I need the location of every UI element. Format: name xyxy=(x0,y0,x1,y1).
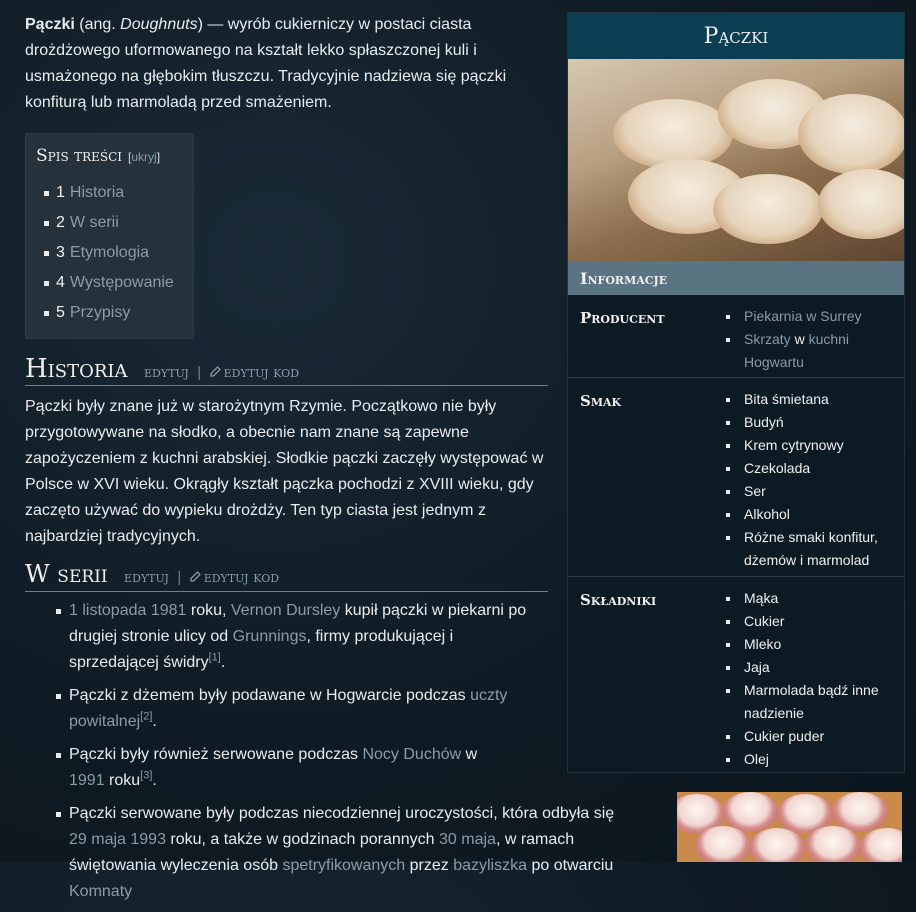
infobox-value: Mąka xyxy=(724,587,899,610)
kitchen-link[interactable]: kuchni Hogwartu xyxy=(744,331,850,370)
infobox-value: Czekolada xyxy=(724,457,899,480)
donuts-thumbnail-image[interactable] xyxy=(677,792,902,862)
edit-link-historia[interactable]: edytuj xyxy=(144,363,189,381)
toc-item-historia[interactable] xyxy=(56,178,174,208)
intro-bold-title: Pączki xyxy=(25,16,75,33)
donut-shape xyxy=(749,828,805,862)
infobox-label: Składniki xyxy=(580,591,657,609)
toc-item-link[interactable]: W serii xyxy=(69,214,119,231)
heading-w-serii xyxy=(25,560,548,592)
infobox-section-header: Informacje xyxy=(568,261,904,295)
infobox-value: Jaja xyxy=(724,656,899,679)
toc-item-link[interactable]: Historia xyxy=(69,184,125,201)
infobox-value: Olej xyxy=(724,748,899,771)
donut-shape xyxy=(713,174,823,244)
list-text: roku, a także w godzinach porannych xyxy=(165,831,440,848)
list-text: , w ramach świętowania wyleczenia osób xyxy=(69,831,575,874)
toc-item-number: 1 xyxy=(56,184,65,201)
infobox-values xyxy=(724,587,899,771)
edit-separator: | xyxy=(177,569,182,586)
toc-hide-bracket-close: ] xyxy=(156,150,161,164)
donut-shape xyxy=(818,169,904,239)
infobox-value-text: w xyxy=(790,331,809,347)
character-link[interactable]: Vernon Dursley xyxy=(230,602,341,619)
toc-item-przypisy[interactable] xyxy=(56,298,174,328)
edit-separator: | xyxy=(197,364,202,381)
infobox-value: Mleko xyxy=(724,633,899,656)
edit-link-w-serii[interactable]: edytuj xyxy=(124,568,169,586)
reference-link[interactable]: [1] xyxy=(208,651,221,664)
infobox-value: Budyń xyxy=(724,411,899,434)
intro-text: ) — wyrób cukierniczy w postaci ciasta drożdżowego uformowanego na kształt lekko spłaszczonej kuli i usmażonego na głębokim tłuszczu. Tradycyjnie nadziewa się pączki konfiturą lub marmoladą przed smażeniem. xyxy=(25,16,507,111)
list-item xyxy=(69,801,624,905)
list-text: Pączki serwowane były podczas niecodziennej uroczystości, która odbyła się xyxy=(69,805,615,822)
pencil-icon xyxy=(210,364,221,375)
toc-item-link[interactable]: Występowanie xyxy=(69,274,174,291)
intro-paragraph xyxy=(25,12,555,116)
reference-link[interactable]: [3] xyxy=(140,769,153,782)
list-text: w xyxy=(461,746,478,763)
list-item xyxy=(69,742,514,794)
donut-shape xyxy=(859,828,902,862)
list-text: . xyxy=(220,654,226,671)
infobox-value: Marmolada bądź inne nadzienie xyxy=(724,679,899,725)
toc-item-etymologia[interactable] xyxy=(56,238,174,268)
toc-title xyxy=(36,146,160,166)
donut-shape xyxy=(798,94,904,174)
donut-shape xyxy=(613,99,733,169)
infobox-value: Różne smaki konfitur, dżemów i marmolad xyxy=(724,526,899,572)
chamber-link[interactable]: Komnaty xyxy=(69,883,133,900)
infobox-value xyxy=(724,328,899,374)
list-text: roku xyxy=(104,772,141,789)
toc-item-number: 2 xyxy=(56,214,65,231)
pencil-icon xyxy=(190,569,201,580)
infobox-value: Cukier puder xyxy=(724,725,899,748)
list-text: po otwarciu xyxy=(527,857,614,874)
toc-item-number: 4 xyxy=(56,274,65,291)
feast-link[interactable]: uczty powitalnej xyxy=(69,687,508,730)
list-text: przez xyxy=(405,857,454,874)
list-text: . xyxy=(152,713,157,730)
intro-pre: (ang. xyxy=(74,16,121,33)
table-of-contents xyxy=(25,133,194,339)
infobox-value xyxy=(724,305,899,328)
infobox-values xyxy=(724,388,899,572)
toc-item-link[interactable]: Przypisy xyxy=(69,304,131,321)
year-link[interactable]: 1991 xyxy=(69,772,105,789)
bakery-link[interactable]: Piekarnia w Surrey xyxy=(744,308,862,324)
historia-paragraph: Pączki były znane już w starożytnym Rzymie. Początkowo nie były przygotowywane na słodko, a obecnie nam znane są zapewne zapożyczeniem z kuchni arabskiej. Słodkie pączki zaczęły występować w Polsce w XVI wieku. Okrągły kształt pączka pochodzi z XVIII wieku, gdy zaczęto używać do wypieku drożdży. Ten typ ciasta jest jednym z najbardziej tradycyjnych. xyxy=(25,398,544,545)
list-item xyxy=(69,683,509,735)
petrified-link[interactable]: spetryfikowanych xyxy=(282,857,406,874)
list-item xyxy=(69,598,539,676)
intro-english-name: Doughnuts xyxy=(120,16,198,33)
infobox-value: Cukier xyxy=(724,610,899,633)
infobox xyxy=(567,12,905,773)
donut-shape xyxy=(805,826,861,862)
infobox-image[interactable] xyxy=(568,59,904,261)
edit-code-link-w-serii[interactable]: edytuj kod xyxy=(203,568,280,586)
date-link[interactable]: 1 listopada 1981 xyxy=(69,602,187,619)
toc-item-wystepowanie[interactable] xyxy=(56,268,174,298)
infobox-value: Bita śmietana xyxy=(724,388,899,411)
infobox-row-producent xyxy=(568,295,904,378)
elves-link[interactable]: Skrzaty xyxy=(744,331,791,347)
toc-item-w-serii[interactable] xyxy=(56,208,174,238)
list-text: Pączki były również serwowane podczas xyxy=(69,746,363,763)
section-title-historia: Historia xyxy=(25,354,128,384)
list-text: , firmy produkującej i sprzedającej świdry xyxy=(69,628,454,671)
toc-title-text: Spis treści xyxy=(36,146,123,166)
list-text: roku, xyxy=(186,602,231,619)
toc-item-number: 3 xyxy=(56,244,65,261)
toc-hide-link[interactable]: ukryj xyxy=(131,150,157,164)
list-text: Pączki z dżemem były podawane w Hogwarcie podczas xyxy=(69,687,471,704)
date-link[interactable]: 30 maja xyxy=(439,831,496,848)
donut-shape xyxy=(695,826,751,862)
toc-hide-bracket-open: [ xyxy=(128,150,132,164)
infobox-title: Pączki xyxy=(568,13,904,59)
infobox-label: Smak xyxy=(580,392,622,410)
list-text: . xyxy=(152,772,157,789)
toc-list xyxy=(26,178,174,328)
edit-code-link-historia[interactable]: edytuj kod xyxy=(223,363,300,381)
date-link[interactable]: 29 maja 1993 xyxy=(69,831,166,848)
toc-hide-toggle xyxy=(128,150,160,164)
infobox-row-skladniki xyxy=(568,577,904,774)
infobox-label: Producent xyxy=(580,309,665,327)
list-text: kupił pączki w piekarni po drugiej stronie ulicy od xyxy=(69,602,527,645)
infobox-values xyxy=(724,305,899,374)
infobox-row-smak xyxy=(568,378,904,577)
infobox-value: Alkohol xyxy=(724,503,899,526)
reference-link[interactable]: [2] xyxy=(140,710,153,723)
infobox-value: Ser xyxy=(724,480,899,503)
halloween-link[interactable]: Nocy Duchów xyxy=(362,746,462,763)
basilisk-link[interactable]: bazyliszka xyxy=(453,857,527,874)
section-title-w-serii: W serii xyxy=(25,560,108,588)
toc-item-number: 5 xyxy=(56,304,65,321)
infobox-value: Krem cytrynowy xyxy=(724,434,899,457)
company-link[interactable]: Grunnings xyxy=(232,628,307,645)
heading-historia xyxy=(25,354,548,386)
toc-item-link[interactable]: Etymologia xyxy=(69,244,150,261)
